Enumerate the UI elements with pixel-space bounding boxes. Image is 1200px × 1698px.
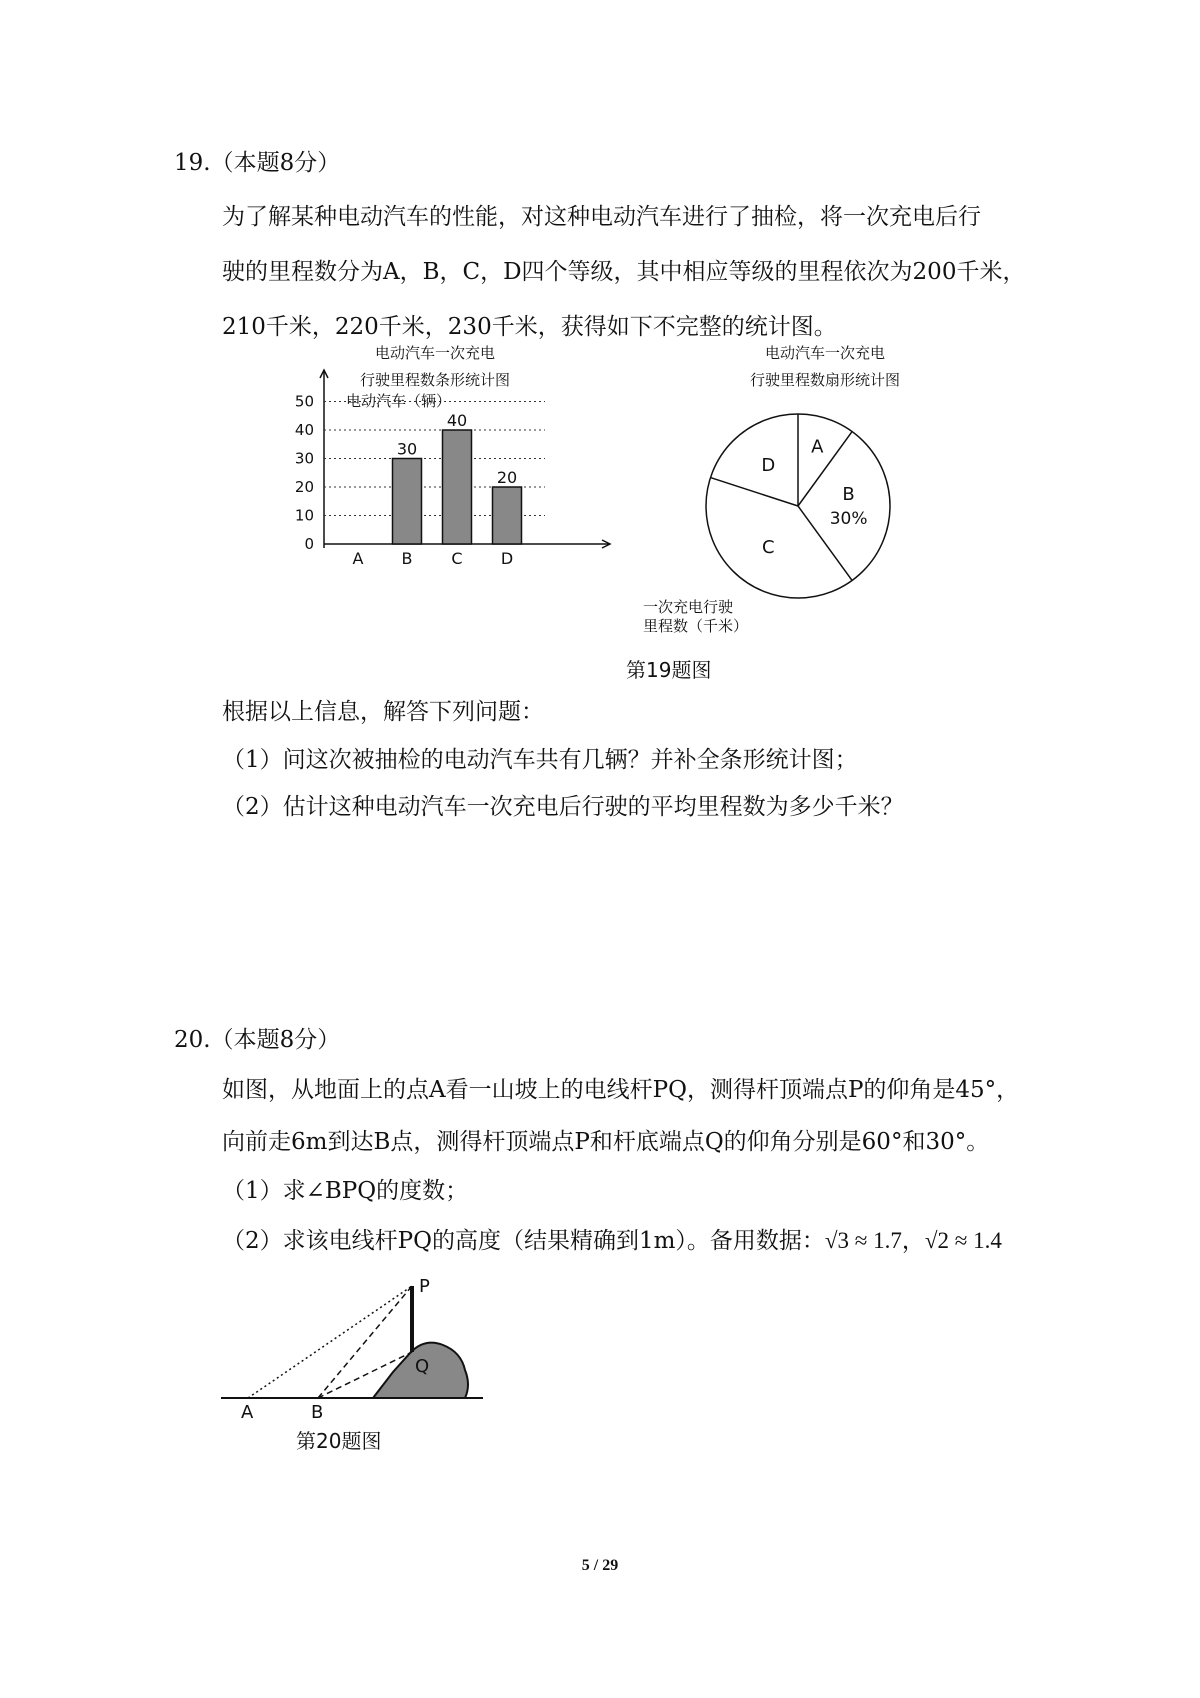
pie-slice-label: D [761, 455, 776, 477]
sqrt3-approx: √3 ≈ 1.7 [824, 1228, 902, 1253]
label-a: A [241, 1402, 254, 1423]
pie-title-2: 行驶里程数扇形统计图 [749, 371, 901, 389]
q19-line-2: 驶的里程数分为A，B，C，D四个等级，其中相应等级的里程依次为200千米， [222, 259, 1026, 285]
pie-slice-label: A [811, 436, 824, 458]
label-p: P [419, 1276, 430, 1297]
pie-slice-label: C [761, 536, 775, 558]
q19-header: 19.（本题8分） [174, 150, 341, 176]
q19-prompt: 根据以上信息，解答下列问题： [222, 699, 544, 725]
bar [443, 430, 472, 544]
y-tick-label: 50 [294, 392, 314, 411]
x-tick-label: C [451, 549, 463, 568]
y-tick-label: 40 [294, 421, 314, 439]
x-tick-label: D [500, 549, 514, 568]
page-number: 5 / 29 [581, 1557, 619, 1574]
bar-xlabel-2: 里程数（千米） [643, 617, 749, 635]
q20-figure [215, 1270, 495, 1423]
q19-line-3: 210千米，220千米，230千米，获得如下不完整的统计图。 [222, 314, 837, 340]
y-tick-label: 0 [304, 535, 314, 553]
x-tick-label: A [352, 549, 364, 568]
x-tick-label: B [401, 549, 413, 568]
bar [493, 487, 522, 544]
separator: ， [901, 1228, 925, 1254]
q19-part-1: （1）问这次被抽检的电动汽车共有几辆？并补全条形统计图； [222, 747, 858, 773]
y-tick-label: 30 [294, 449, 314, 468]
bar-chart [294, 338, 749, 638]
bar-title-2: 行驶里程数条形统计图 [359, 371, 511, 389]
bar-data-label: 30 [396, 439, 418, 459]
pie-title-1: 电动汽车一次充电 [764, 344, 886, 362]
bar [393, 459, 422, 545]
q20-header: 20.（本题8分） [174, 1027, 341, 1053]
q20-line-1: 如图，从地面上的点A看一山坡上的电线杆PQ，测得杆顶端点P的仰角是45°， [222, 1077, 1020, 1103]
q20-part-2 [222, 1226, 1002, 1256]
bar-plot-area [295, 370, 610, 568]
q19-figure-caption: 第19题图 [626, 658, 712, 682]
pie-plot-area [706, 414, 890, 598]
bar-xlabel-1: 一次充电行驶 [643, 598, 734, 616]
q19-line-1: 为了解某种电动汽车的性能，对这种电动汽车进行了抽检，将一次充电后行 [222, 204, 981, 230]
sqrt2-approx: √2 ≈ 1.4 [924, 1228, 1002, 1253]
y-tick-label: 10 [294, 506, 314, 525]
pie-slice-percent: 30% [829, 509, 868, 529]
q20-line-2: 向前走6m到达B点，测得杆顶端点P和杆底端点Q的仰角分别是60°和30°。 [222, 1129, 990, 1155]
bar-data-label: 40 [446, 411, 468, 430]
bar-data-label: 20 [496, 468, 518, 487]
pie-chart [710, 338, 950, 598]
y-tick-label: 20 [294, 478, 314, 496]
pie-slice-label: B [842, 484, 855, 505]
label-b: B [311, 1402, 324, 1423]
q19-part-2: （2）估计这种电动汽车一次充电后行驶的平均里程数为多少千米？ [222, 794, 904, 820]
q20-figure-caption: 第20题图 [296, 1429, 382, 1453]
label-q: Q [415, 1356, 430, 1377]
bar-title-1: 电动汽车一次充电 [374, 344, 496, 362]
q20-part-1: （1）求∠BPQ的度数； [222, 1178, 469, 1204]
q20-part-2-text: （2）求该电线杆PQ的高度（结果精确到1m）。备用数据： [222, 1228, 825, 1254]
bar-ylabel: 电动汽车（辆） [346, 392, 452, 410]
